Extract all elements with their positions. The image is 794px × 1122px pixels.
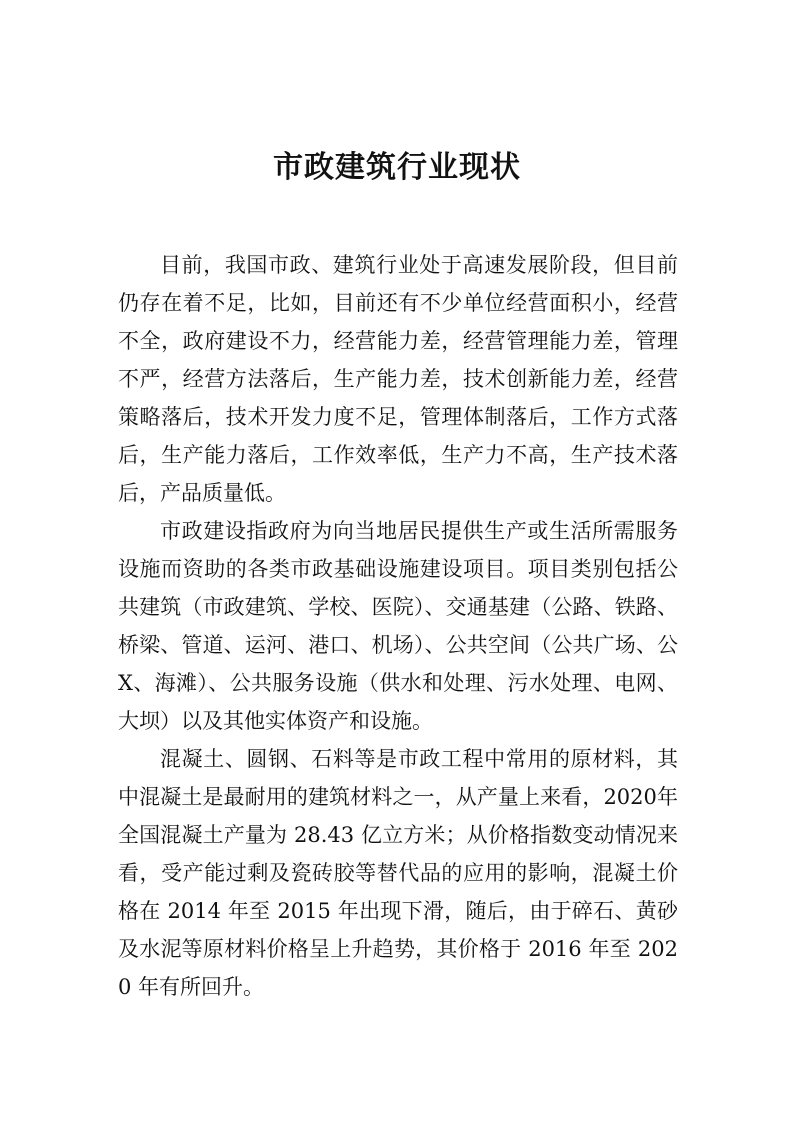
page-title: 市政建筑行业现状 [273, 150, 521, 185]
document-body [118, 246, 678, 1006]
paragraph-1: 目前，我国市政、建筑行业处于高速发展阶段，但目前仍存在着不足，比如，目前还有不少单位经营面积小，经营不全，政府建设不力，经营能力差，经营管理能力差，管理不严，经营方法落后，生产能力差，技术创新能力差，经营策略落后，技术开发力度不足，管理体制落后，工作方式落后，生产能力落后，工作效率低，生产力不高，生产技术落后，产品质量低。 [118, 253, 678, 505]
paragraph-2: 市政建设指政府为向当地居民提供生产或生活所需服务设施而资助的各类市政基础设施建设项目。项目类别包括公共建筑（市政建筑、学校、医院）、交通基建（公路、铁路、桥梁、管道、运河、港口、机场）、公共空间（公共广场、公X、海滩）、公共服务设施（供水和处理、污水处理、电网、大坝）以及其他实体资产和设施。 [118, 519, 678, 733]
paragraph-3: 混凝土、圆钢、石料等是市政工程中常用的原材料，其中混凝土是最耐用的建筑材料之一，从产量上来看，2020年全国混凝土产量为 28.43 亿立方米；从价格指数变动情况来看，受产能过剩及瓷砖胶等替代品的应用的影响，混凝土价格在 2014 年至 2015 年出现下滑，随后，由于碎石、黄砂及水泥等原材料价格呈上升趋势，其价格于 2016 年至 2020 年有所回升。 [118, 747, 678, 999]
